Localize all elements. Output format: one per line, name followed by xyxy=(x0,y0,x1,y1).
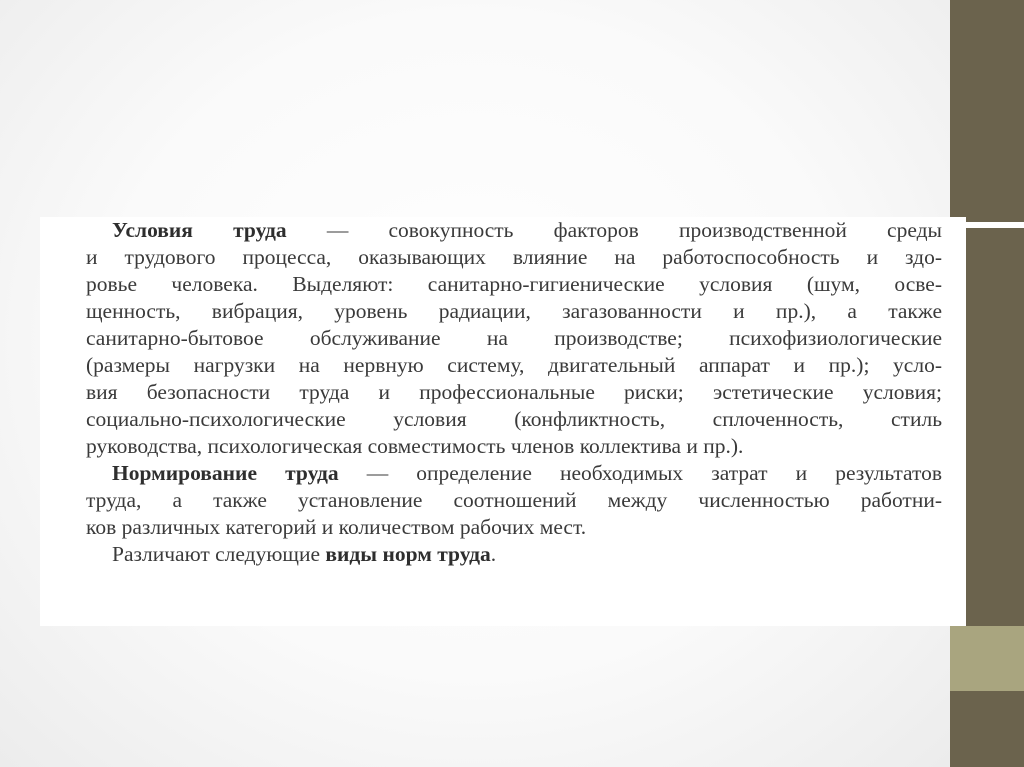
paragraph-working-conditions xyxy=(86,217,942,460)
sidebar-decoration-top xyxy=(950,0,1024,222)
text-line: (размеры нагрузки на нервную систему, двигательный аппарат и пр.); усло- xyxy=(86,353,942,377)
text-line: труда, а также установление соотношений между численностью работни- xyxy=(86,488,942,512)
text-line: вия безопасности труда и профессиональные риски; эстетические условия; xyxy=(86,380,942,404)
text-line: социально-психологические условия (конфликтность, сплоченность, стиль xyxy=(86,407,942,431)
paragraph-labor-norm-types xyxy=(86,541,942,568)
text-line: ков различных категорий и количеством рабочих мест. xyxy=(86,515,587,539)
text-line: руководства, психологическая совместимость членов коллектива и пр.). xyxy=(86,434,744,458)
term-working-conditions: Условия труда xyxy=(112,218,287,242)
term-labor-rationing: Нормирование труда xyxy=(112,461,339,485)
text-line: Различают следующие виды норм труда. xyxy=(112,542,497,566)
text-line: и трудового процесса, оказывающих влияние на работоспособность и здо- xyxy=(86,245,942,269)
text-line: Условия труда — совокупность факторов производственной среды xyxy=(112,218,942,242)
text-line: Нормирование труда — определение необходимых затрат и результатов xyxy=(112,461,942,485)
term-labor-norm-types: виды норм труда xyxy=(325,542,491,566)
paragraph-labor-rationing xyxy=(86,460,942,541)
text-line: санитарно-бытовое обслуживание на производстве; психофизиологические xyxy=(86,326,942,350)
document-text xyxy=(86,217,942,568)
sidebar-decoration-bottom xyxy=(950,691,1024,767)
scanned-text-image xyxy=(40,217,966,626)
text-line: ровье человека. Выделяют: санитарно-гигиенические условия (шум, осве- xyxy=(86,272,942,296)
sidebar-decoration-accent xyxy=(950,626,1024,691)
text-line: щенность, вибрация, уровень радиации, загазованности и пр.), а также xyxy=(86,299,942,323)
